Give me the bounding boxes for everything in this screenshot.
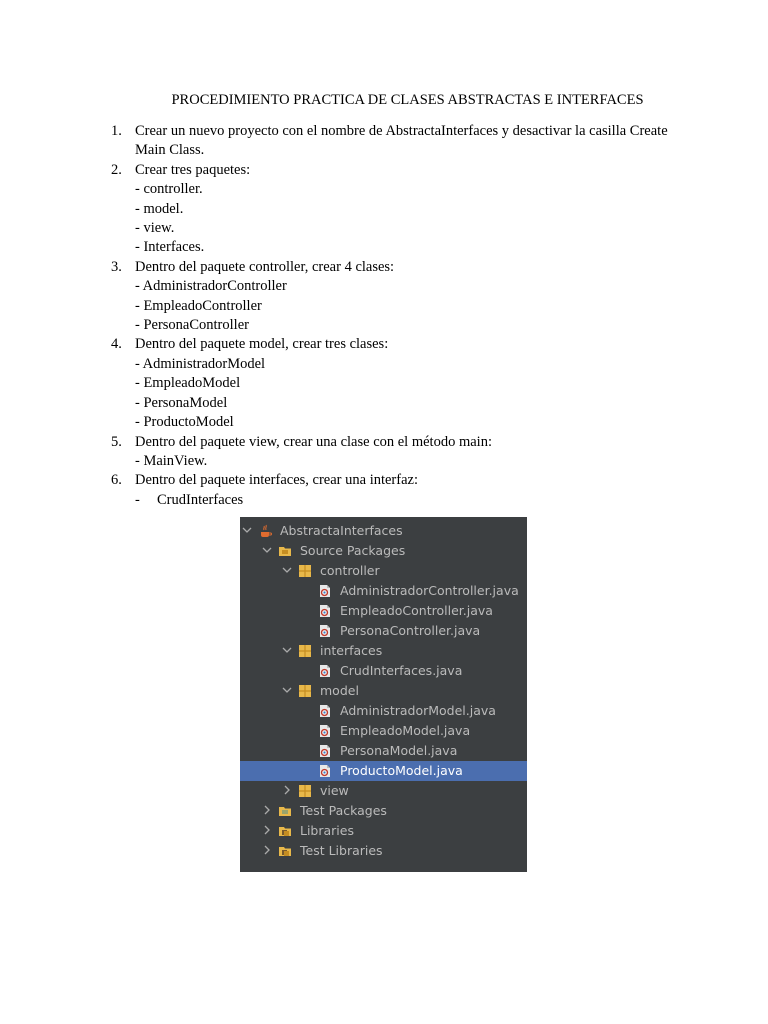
- chevron-right-icon[interactable]: [262, 804, 272, 816]
- tree-node[interactable]: [240, 721, 527, 741]
- java-file-icon: [318, 624, 332, 638]
- step-number: 1.: [111, 123, 122, 139]
- step-text: Dentro del paquete view, crear una clase con el método main:: [135, 433, 492, 450]
- step-5: [111, 433, 671, 472]
- steps-list: [111, 122, 671, 510]
- step-subitem: - AdministradorModel: [135, 355, 266, 372]
- step-subitem: - ProductoModel: [135, 414, 234, 431]
- tree-node[interactable]: [240, 681, 527, 701]
- tree-node-label: EmpleadoController.java: [340, 603, 493, 618]
- step-3: [111, 258, 671, 336]
- library-folder-icon: [278, 824, 292, 838]
- step-subitem: - AdministradorController: [135, 278, 287, 295]
- tree-node-label: PersonaController.java: [340, 623, 481, 638]
- package-icon: [298, 564, 312, 578]
- tree-node-label: model: [320, 683, 359, 698]
- chevron-down-icon[interactable]: [242, 524, 252, 536]
- tree-node[interactable]: [240, 661, 527, 681]
- tree-node-label: AbstractaInterfaces: [280, 523, 403, 538]
- step-subitem: - PersonaModel: [135, 394, 228, 411]
- tree-node-label: controller: [320, 563, 380, 578]
- step-2: [111, 161, 671, 258]
- tree-node-label: Test Packages: [300, 803, 387, 818]
- step-6: [111, 471, 671, 510]
- java-project-icon: [258, 524, 272, 538]
- tree-node[interactable]: [240, 801, 527, 821]
- tree-node[interactable]: [240, 541, 527, 561]
- tree-node-label: Source Packages: [300, 543, 406, 558]
- step-number: 4.: [111, 336, 122, 353]
- tree-node-label: CrudInterfaces.java: [340, 663, 463, 678]
- java-file-icon: [318, 704, 332, 718]
- tree-node[interactable]: [240, 581, 527, 601]
- document-title: PROCEDIMIENTO PRACTICA DE CLASES ABSTRACTAS E INTERFACES: [171, 92, 644, 108]
- tree-node[interactable]: [240, 701, 527, 721]
- project-tree-panel: [240, 517, 527, 872]
- step-subitem: - EmpleadoModel: [135, 375, 241, 392]
- step-subitem: - controller.: [135, 181, 203, 198]
- java-file-icon: [318, 764, 332, 778]
- step-subitem: - EmpleadoController: [135, 297, 262, 314]
- chevron-down-icon[interactable]: [262, 544, 272, 556]
- step-number: 5.: [111, 433, 122, 450]
- java-file-icon: [318, 604, 332, 618]
- tree-node-label: EmpleadoModel.java: [340, 723, 471, 738]
- chevron-right-icon[interactable]: [262, 844, 272, 856]
- chevron-right-icon[interactable]: [262, 824, 272, 836]
- step-number: 6.: [111, 472, 122, 489]
- step-subitem: - Interfaces.: [135, 239, 205, 256]
- dash-marker: -: [135, 491, 140, 508]
- package-icon: [298, 784, 312, 798]
- chevron-down-icon[interactable]: [282, 644, 292, 656]
- step-subitem: [135, 491, 671, 510]
- tree-node[interactable]: [240, 781, 527, 801]
- tree-node-label: ProductoModel.java: [340, 763, 463, 778]
- step-1: [111, 122, 671, 161]
- step-subitem-text: CrudInterfaces: [157, 491, 244, 508]
- tree-node[interactable]: [240, 841, 527, 861]
- chevron-down-icon[interactable]: [282, 684, 292, 696]
- tree-node[interactable]: [240, 521, 527, 541]
- step-text: Dentro del paquete interfaces, crear una interfaz:: [135, 472, 418, 489]
- chevron-down-icon[interactable]: [282, 564, 292, 576]
- tree-node[interactable]: [240, 821, 527, 841]
- step-subitem: - MainView.: [135, 452, 208, 469]
- step-number: 3.: [111, 258, 122, 275]
- step-subitem: - PersonaController: [135, 317, 249, 334]
- tree-node[interactable]: [240, 641, 527, 661]
- package-icon: [298, 684, 312, 698]
- tree-node-label: Libraries: [300, 823, 354, 838]
- tree-node[interactable]: [240, 621, 527, 641]
- java-file-icon: [318, 584, 332, 598]
- step-text: Dentro del paquete controller, crear 4 clases:: [135, 258, 395, 275]
- step-number: 2.: [111, 161, 122, 178]
- step-text: Crear un nuevo proyecto con el nombre de AbstractaInterfaces y desactivar la casilla Create Main Class.: [135, 123, 668, 159]
- step-subitem: - view.: [135, 220, 175, 237]
- library-folder-icon: [278, 844, 292, 858]
- tree-node-label: interfaces: [320, 643, 383, 658]
- java-file-icon: [318, 664, 332, 678]
- step-text: Crear tres paquetes:: [135, 161, 251, 178]
- test-folder-icon: [278, 804, 292, 818]
- tree-node[interactable]: [240, 561, 527, 581]
- tree-node-label: PersonaModel.java: [340, 743, 458, 758]
- step-4: [111, 335, 671, 432]
- source-folder-icon: [278, 544, 292, 558]
- chevron-right-icon[interactable]: [282, 784, 292, 796]
- tree-node[interactable]: [240, 601, 527, 621]
- step-subitem: - model.: [135, 200, 184, 217]
- package-icon: [298, 644, 312, 658]
- tree-node-label: AdministradorModel.java: [340, 703, 496, 718]
- java-file-icon: [318, 724, 332, 738]
- tree-node-label: AdministradorController.java: [340, 583, 519, 598]
- tree-node[interactable]: [240, 741, 527, 761]
- step-text: Dentro del paquete model, crear tres clases:: [135, 336, 389, 353]
- tree-node-label: Test Libraries: [300, 843, 383, 858]
- java-file-icon: [318, 744, 332, 758]
- tree-node[interactable]: [240, 761, 527, 781]
- tree-node-label: view: [320, 783, 349, 798]
